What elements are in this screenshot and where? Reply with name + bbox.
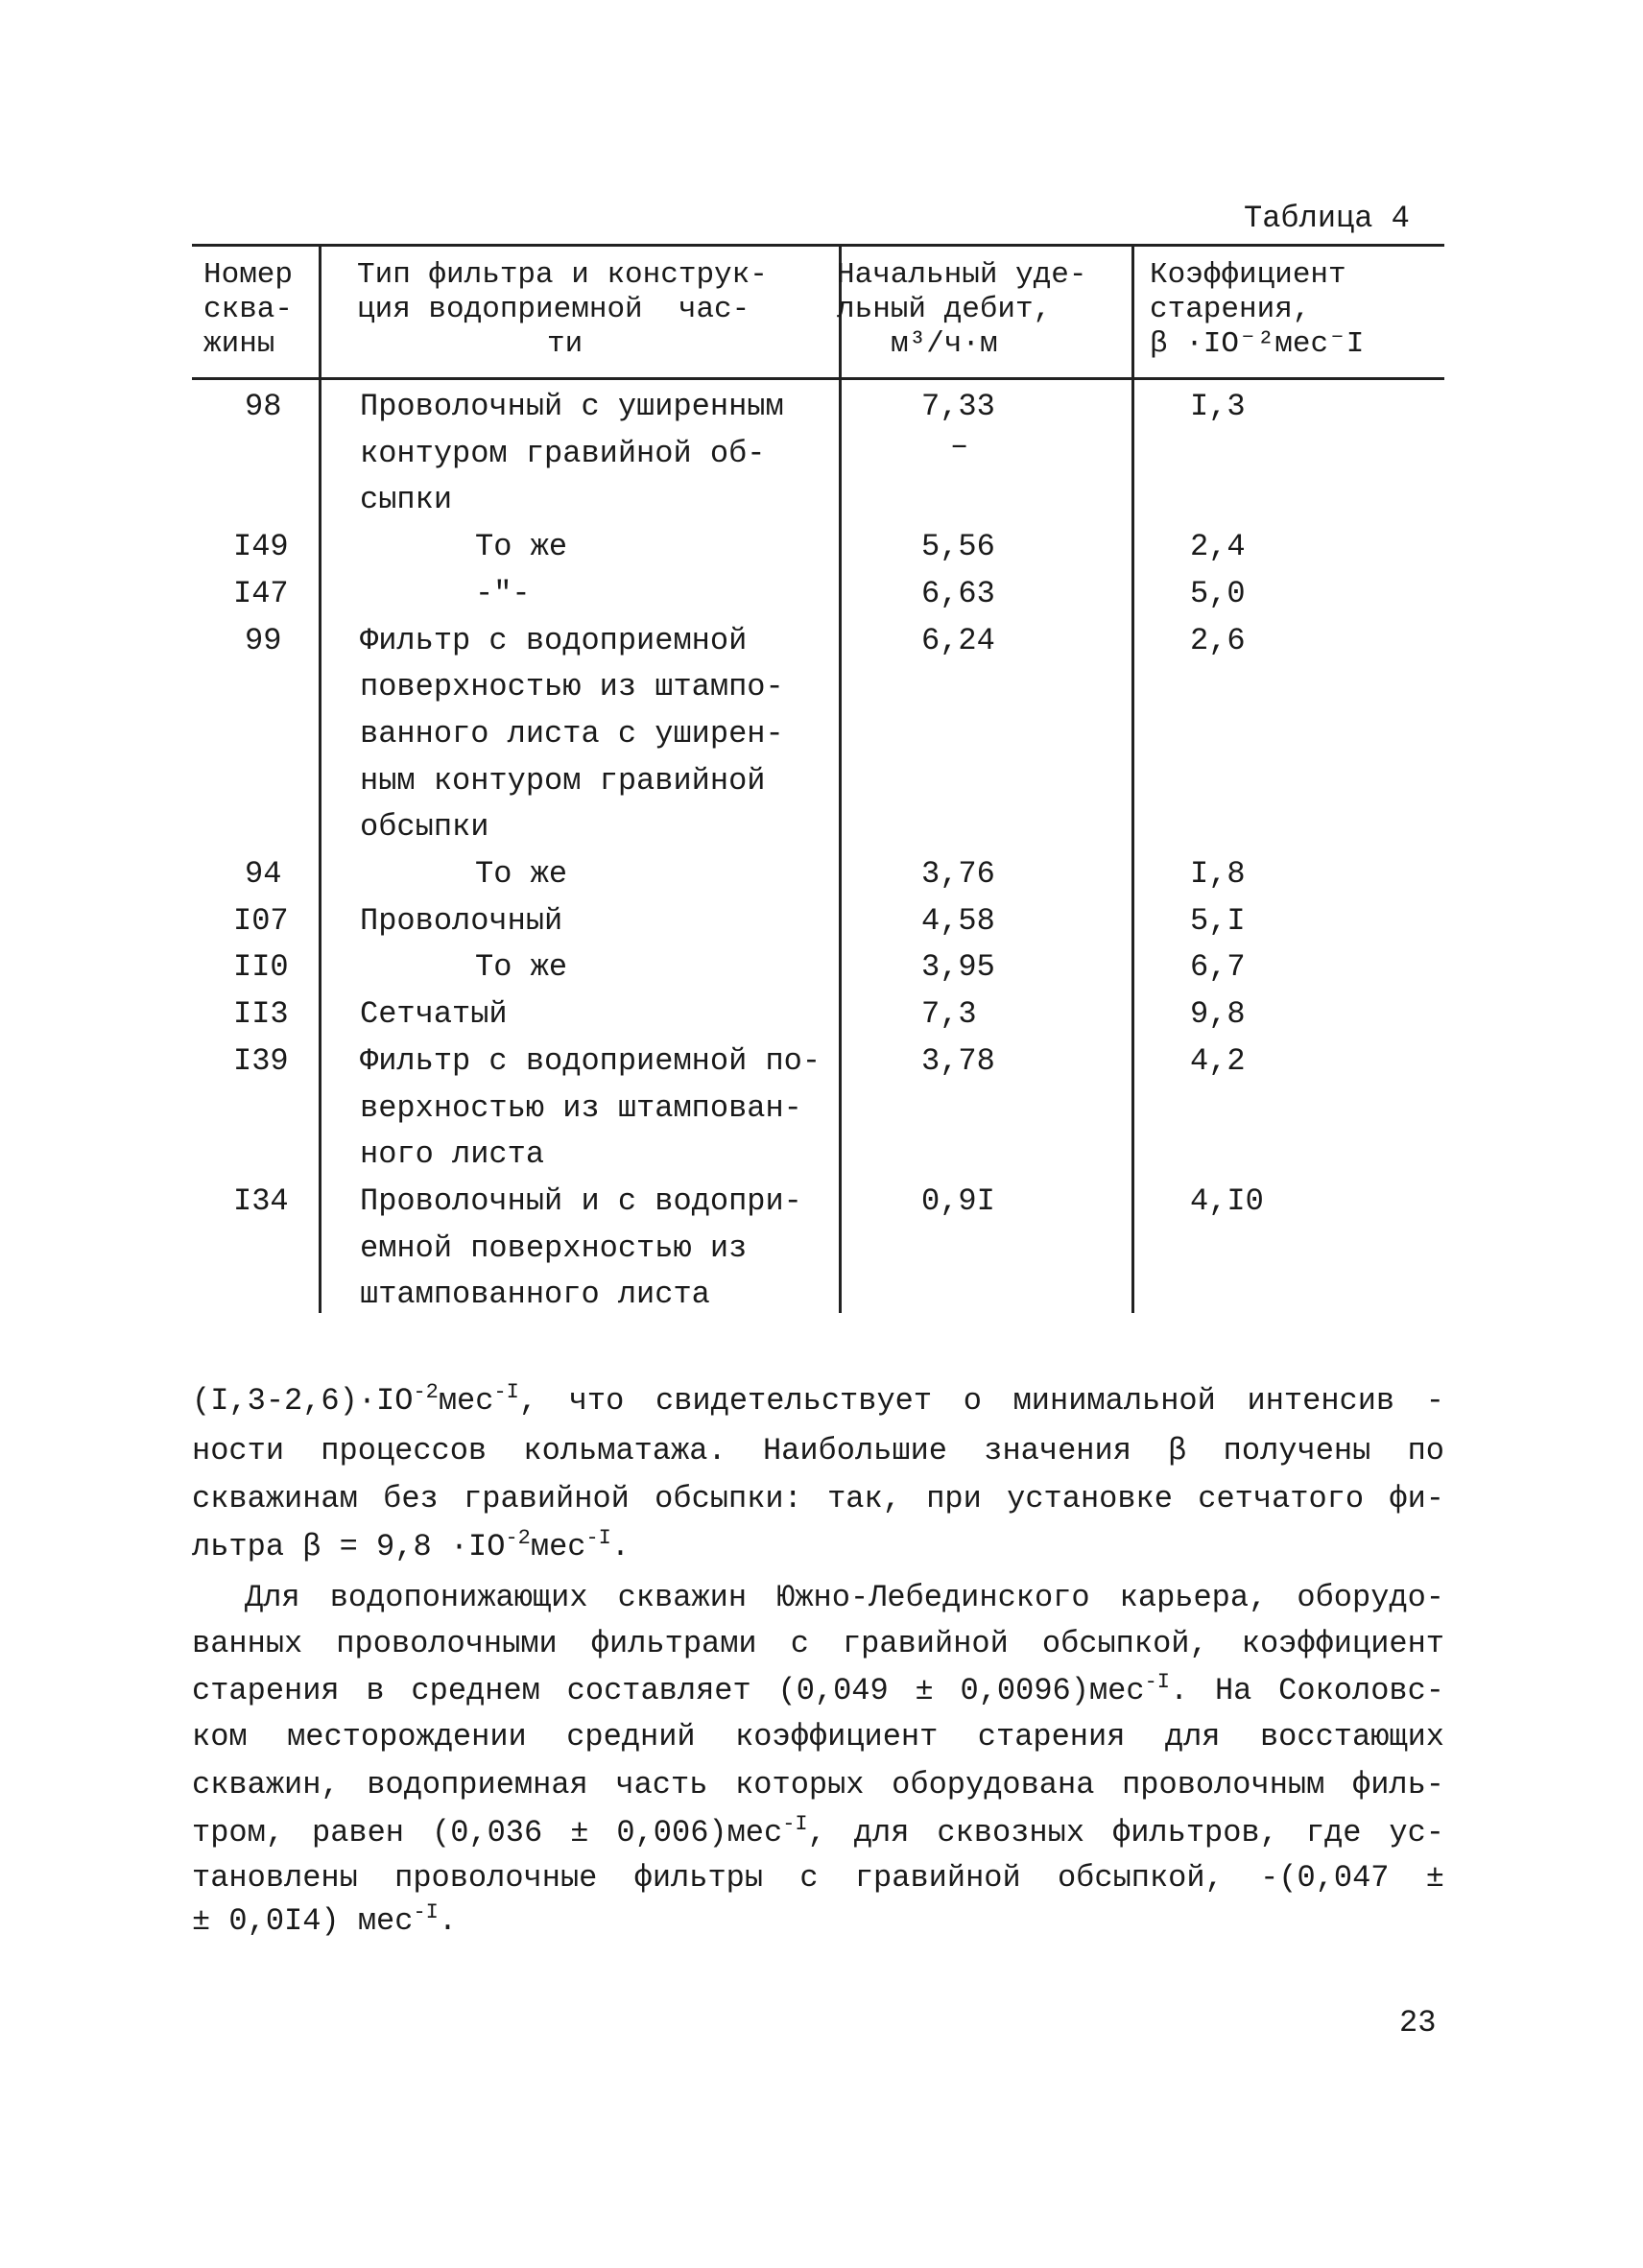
initial-debit: 6,24: [921, 622, 995, 658]
header-filter-type: ти: [547, 327, 583, 361]
filter-type: Фильтр с водоприемной по-: [360, 1042, 822, 1079]
superscript: -2: [505, 1526, 531, 1550]
filter-type: поверхностью из штампо-: [360, 669, 784, 705]
text-segment: ком месторождении средний коэффициент старения для восстающих: [192, 1719, 1444, 1755]
page-number: 23: [1399, 2005, 1437, 2041]
text-segment: .: [610, 1529, 631, 1564]
text-segment: тром, равен (0,036 ± 0,006)мес: [192, 1815, 783, 1850]
filter-type: обсыпки: [360, 809, 489, 846]
body-line: [192, 1430, 1444, 1472]
body-line: [245, 1577, 1444, 1619]
header-filter-type: ция водоприемной час-: [357, 293, 750, 326]
initial-debit: 3,78: [921, 1042, 995, 1079]
superscript: -I: [413, 1900, 439, 1924]
aging-coefficient: 6,7: [1190, 949, 1246, 986]
superscript: -2: [413, 1380, 439, 1404]
header-coefficient: старения,: [1150, 293, 1311, 326]
debit-note: –: [950, 427, 969, 464]
body-line: [192, 1812, 1444, 1854]
initial-debit: 3,76: [921, 856, 995, 892]
text-segment: . На Соколовс-: [1169, 1673, 1445, 1708]
header-debit: м³/ч·м: [891, 327, 998, 361]
table-caption: Таблица 4: [1244, 201, 1410, 236]
filter-type: ного листа: [360, 1136, 545, 1173]
header-debit: льный дебит,: [837, 293, 1052, 326]
table-header-rule: [192, 377, 1444, 380]
filter-type: -"-: [475, 575, 531, 611]
text-segment: ности процессов кольматажа. Наибольшие значения β получены по: [192, 1433, 1444, 1468]
aging-coefficient: 5,I: [1190, 902, 1246, 939]
well-number: II0: [233, 949, 289, 986]
text-segment: скважинам без гравийной обсыпки: так, при установке сетчатого фи-: [192, 1481, 1444, 1516]
aging-coefficient: 5,0: [1190, 575, 1246, 611]
well-number: 94: [245, 856, 282, 892]
filter-type: верхностью из штампован-: [360, 1089, 802, 1126]
text-segment: скважин, водоприемная часть которых оборудована проволочным филь-: [192, 1767, 1444, 1802]
filter-type: ванного листа с уширен-: [360, 715, 784, 752]
body-line: [192, 1526, 1444, 1568]
body-line: [192, 1900, 1444, 1943]
text-segment: мес: [530, 1529, 586, 1564]
text-segment: ванных проволочными фильтрами с гравийной обсыпкой, коэффициент: [192, 1626, 1444, 1661]
aging-coefficient: I,8: [1190, 856, 1246, 892]
filter-type: Проволочный: [360, 902, 563, 939]
well-number: I34: [233, 1182, 289, 1219]
table-top-rule: [192, 244, 1444, 247]
filter-type: Проволочный с уширенным: [360, 389, 784, 424]
superscript: -I: [493, 1380, 519, 1404]
initial-debit: 0,9I: [921, 1182, 995, 1219]
body-line: [192, 1380, 1444, 1422]
text-segment: (I,3-2,6)·IO: [192, 1383, 414, 1419]
body-line: [192, 1478, 1444, 1520]
well-number: 98: [245, 389, 282, 424]
initial-debit: 7,33: [921, 389, 995, 424]
header-number: Номер: [203, 258, 294, 292]
text-segment: тановлены проволочные фильтры с гравийной обсыпкой, -(0,047 ±: [192, 1860, 1444, 1896]
header-coefficient: Коэффициент: [1150, 258, 1346, 292]
filter-type: контуром гравийной об-: [360, 435, 766, 471]
filter-type: То же: [475, 529, 568, 565]
header-number: сква-: [203, 293, 294, 326]
filter-type: штампованного листа: [360, 1277, 710, 1313]
initial-debit: 5,56: [921, 529, 995, 565]
aging-coefficient: 2,4: [1190, 529, 1246, 565]
column-divider: [839, 246, 842, 1313]
well-number: 99: [245, 622, 282, 658]
column-divider: [1131, 246, 1134, 1313]
header-coefficient: β ·IO⁻²мес⁻I: [1150, 327, 1365, 361]
initial-debit: 7,3: [921, 996, 977, 1033]
header-filter-type: Тип фильтра и конструк-: [357, 258, 768, 292]
column-divider: [319, 246, 321, 1313]
aging-coefficient: I,3: [1190, 389, 1246, 424]
filter-type: сыпки: [360, 482, 453, 518]
initial-debit: 3,95: [921, 949, 995, 986]
filter-type: То же: [475, 949, 568, 986]
superscript: -I: [585, 1526, 611, 1550]
text-segment: мес: [438, 1383, 494, 1419]
text-segment: , что свидетельствует о минимальной интенсив -: [518, 1383, 1444, 1419]
text-segment: старения в среднем составляет (0,049 ± 0,0096)мес: [192, 1673, 1145, 1708]
filter-type: емной поверхностью из: [360, 1229, 748, 1266]
well-number: I49: [233, 529, 289, 565]
text-segment: Для водопонижающих скважин Южно-Лебединского карьера, оборудо-: [245, 1580, 1444, 1615]
well-number: I07: [233, 902, 289, 939]
header-debit: Начальный уде-: [837, 258, 1087, 292]
body-line: [192, 1764, 1444, 1806]
text-segment: ± 0,0I4) мес: [192, 1903, 414, 1939]
filter-type: ным контуром гравийной: [360, 762, 766, 799]
aging-coefficient: 4,2: [1190, 1042, 1246, 1079]
body-line: [192, 1857, 1444, 1899]
header-number: жины: [203, 327, 275, 361]
aging-coefficient: 4,I0: [1190, 1182, 1264, 1219]
well-number: I47: [233, 575, 289, 611]
text-segment: льтра β = 9,8 ·IO: [192, 1529, 506, 1564]
superscript: -I: [782, 1812, 808, 1836]
aging-coefficient: 2,6: [1190, 622, 1246, 658]
text-segment: .: [438, 1903, 458, 1939]
body-line: [192, 1716, 1444, 1758]
text-segment: , для сквозных фильтров, где ус-: [807, 1815, 1445, 1850]
aging-coefficient: 9,8: [1190, 996, 1246, 1033]
well-number: I39: [233, 1042, 289, 1079]
filter-type: Фильтр с водоприемной: [360, 622, 748, 658]
filter-type: Сетчатый: [360, 996, 508, 1033]
initial-debit: 6,63: [921, 575, 995, 611]
body-line: [192, 1670, 1444, 1712]
well-number: II3: [233, 996, 289, 1033]
filter-type: То же: [475, 856, 568, 892]
filter-type: Проволочный и с водопри-: [360, 1182, 802, 1219]
superscript: -I: [1144, 1670, 1170, 1694]
initial-debit: 4,58: [921, 902, 995, 939]
body-line: [192, 1623, 1444, 1665]
